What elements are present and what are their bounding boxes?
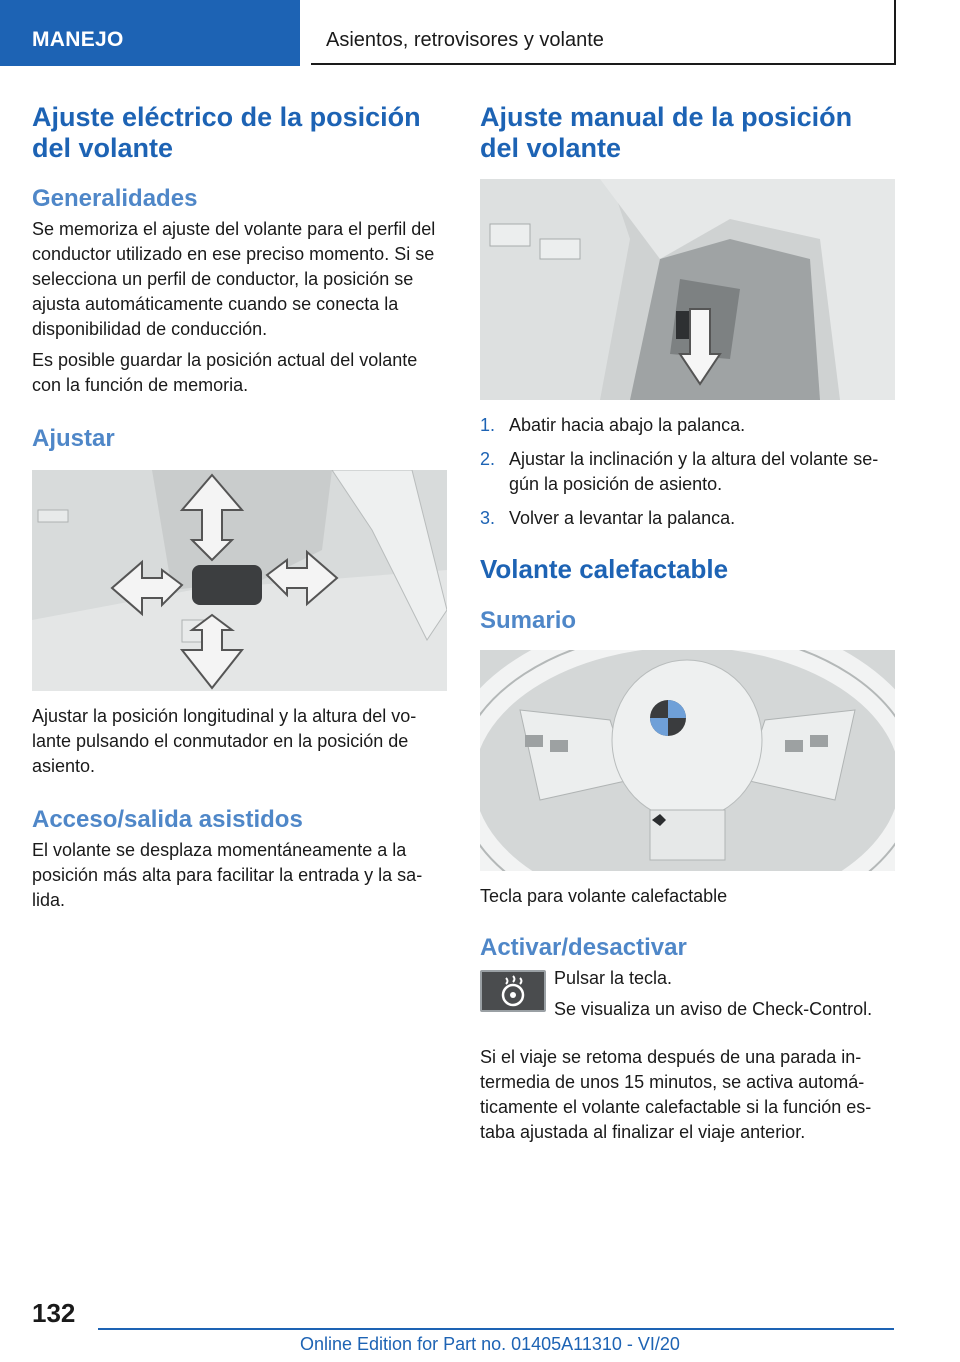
adjust-heading: Ajustar xyxy=(32,425,115,452)
toggle-line-1: Pulsar la tecla. xyxy=(554,968,673,988)
list-item: 1. Abatir hacia abajo la palanca. xyxy=(480,415,746,435)
toggle-line-2: Se visualiza un aviso de Check-Control. xyxy=(554,999,873,1019)
chapter-label: Asientos, retrovisores y volante xyxy=(326,29,604,51)
adjust-paragraph: Ajustar la posición longitudinal y la altura del volante pulsando el conmutador en la posición de asiento. xyxy=(32,706,417,776)
list-item: 2. Ajustar la inclinación y la altura del volante según la posición de asiento. xyxy=(480,449,879,494)
steering-column-switch-icon xyxy=(32,470,447,691)
page-number: 132 xyxy=(32,1298,76,1328)
general-paragraph-1: Se memoriza el ajuste del volante para el perfil del conductor utilizado en ese preciso momento. Si se selecciona un perfil de conductor, la posición se ajusta automáticamente cuando se conecta la disponibilidad de conducción. xyxy=(32,219,436,339)
summary-caption: Tecla para volante calefactable xyxy=(480,886,728,906)
section-label: MANEJO xyxy=(32,28,124,51)
toggle-paragraph: Si el viaje se retoma después de una parada intermedia de unos 15 minutos, se activa automáticamente el volante calefactable si la función estaba ajustada al finalizar el viaje anterior. xyxy=(480,1047,872,1142)
general-paragraph-2: Es posible guardar la posición actual del volante con la función de memoria. xyxy=(32,350,418,395)
right-column xyxy=(480,102,896,1145)
edition-link[interactable]: Online Edition for Part no. 01405A11310 - VI/20 xyxy=(300,1334,680,1354)
access-paragraph: El volante se desplaza momentáneamente a la posición más alta para facilitar la entrada y la salida. xyxy=(32,840,423,910)
toggle-heading: Activar/desactivar xyxy=(480,934,687,961)
access-heading: Acceso/salida asistidos xyxy=(32,806,303,833)
heated-wheel-title: Volante calefactable xyxy=(480,554,729,584)
manual-adjust-title: Ajuste manual de la posición del volante xyxy=(480,102,853,163)
steering-lever-icon xyxy=(480,179,895,400)
chapter-box xyxy=(311,0,896,65)
heated-steering-wheel-button-icon xyxy=(480,970,546,1012)
toggle-instruction xyxy=(480,966,896,1038)
general-heading: Generalidades xyxy=(32,185,198,212)
manual-steps-list xyxy=(480,413,896,531)
steering-wheel-icon xyxy=(480,650,895,871)
section-tab xyxy=(0,0,300,66)
electric-adjust-title: Ajuste eléctrico de la posición del volante xyxy=(32,102,421,163)
steering-wheel-illustration xyxy=(480,650,895,871)
footer-divider xyxy=(98,1328,894,1330)
left-column xyxy=(32,102,448,913)
manual-lever-illustration xyxy=(480,179,895,400)
list-item: 3. Volver a levantar la palanca. xyxy=(480,508,736,528)
electric-switch-illustration xyxy=(32,470,447,691)
summary-heading: Sumario xyxy=(480,607,577,634)
header-separator xyxy=(300,0,311,66)
